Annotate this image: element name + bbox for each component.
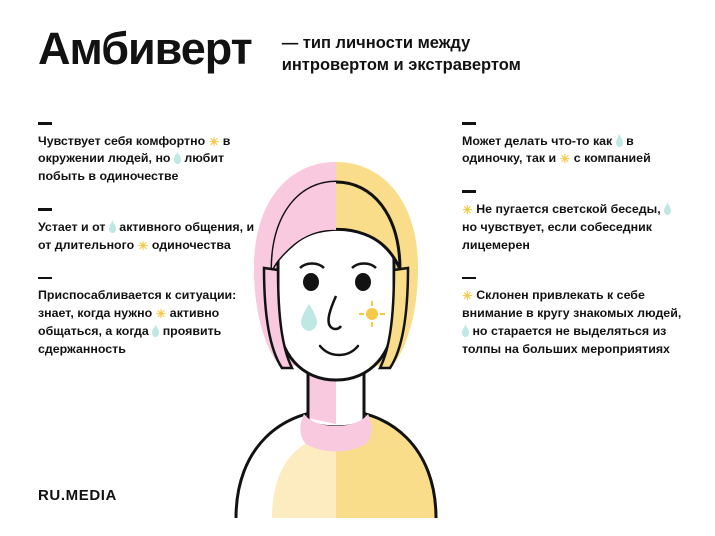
drop-icon (109, 223, 116, 233)
dash-divider (38, 208, 52, 211)
portrait-illustration (196, 118, 476, 518)
left-item-3-text: Приспосабливается к ситуации: знает, когда нужно ☀ активно общаться, а когда проявить сдержанность (38, 288, 237, 357)
page-title: Амбиверт (38, 23, 252, 74)
right-item-3-text: ☀ Склонен привлекать к себе внимание в кругу знакомых людей, но старается не выделяться из толпы на больших мероприятиях (462, 288, 682, 357)
brand-logo: RU.MEDIA (38, 487, 117, 504)
list-item (462, 190, 684, 254)
drop-icon (174, 154, 181, 164)
sun-icon: ☀ (137, 238, 149, 253)
sun-icon: ☀ (155, 307, 167, 322)
left-item-2-text: Устает и от активного общения, и от длительного ☀ одиночества (38, 219, 255, 253)
list-item (462, 277, 684, 359)
sun-icon: ☀ (559, 152, 571, 167)
sun-icon: ☀ (208, 134, 220, 149)
right-item-2-text: ☀ Не пугается светской беседы, но чувствует, если собеседник лицемерен (462, 201, 684, 255)
drop-icon (664, 205, 671, 215)
drop-icon (152, 327, 159, 337)
drop-icon (616, 137, 623, 147)
sun-icon: ☀ (462, 289, 473, 304)
left-item-1-text: Чувствует себя комфортно ☀ в окружении людей, но любит побыть в одиночестве (38, 133, 231, 184)
header (38, 22, 683, 77)
sun-icon: ☀ (462, 202, 473, 217)
right-item-1-text: Может делать что-то как в одиночку, так и ☀ с компанией (462, 133, 651, 167)
right-column (462, 122, 684, 381)
page-subtitle: — тип личности между интровертом и экстравертом (281, 34, 521, 75)
dash-divider (38, 277, 52, 280)
dash-divider (38, 122, 52, 125)
list-item (462, 122, 684, 168)
